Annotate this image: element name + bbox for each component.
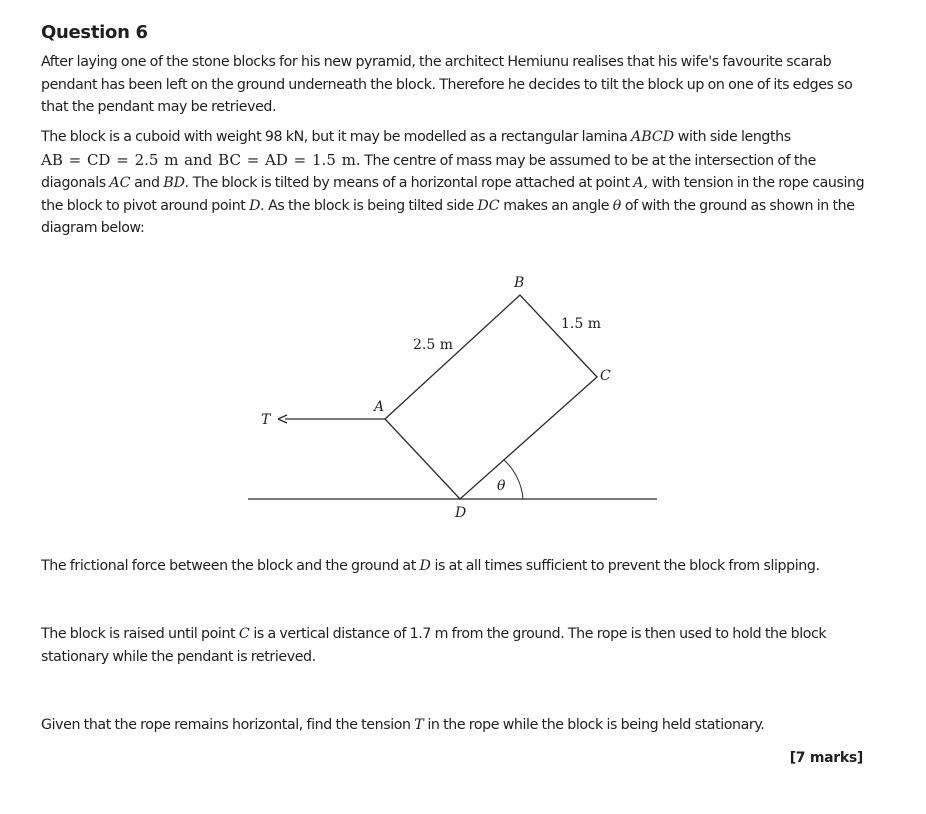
marks-label: [7 marks] bbox=[789, 750, 863, 766]
label-d: D bbox=[455, 505, 467, 521]
label-theta: θ bbox=[497, 478, 506, 494]
friction-paragraph: The frictional force between the block and the ground at D is at all times sufficient to prevent the block from slipping. bbox=[41, 558, 820, 574]
question-title: Question 6 bbox=[41, 22, 148, 43]
label-b: B bbox=[514, 275, 525, 291]
side-lengths-math: AB = CD = 2.5 m and BC = AD = 1.5 m. bbox=[41, 150, 361, 169]
task-paragraph: Given that the rope remains horizontal, find the tension T in the rope while the block is being held stationary. bbox=[41, 717, 765, 733]
label-t: T bbox=[261, 412, 271, 428]
raised-paragraph: The block is raised until point C is a vertical distance of 1.7 m from the ground. The rope is then used to hold the block stationary while the pendant is retrieved. bbox=[41, 626, 827, 665]
label-a: A bbox=[374, 399, 385, 415]
intro-paragraph: After laying one of the stone blocks for his new pyramid, the architect Hemiunu realises that his wife's favourite scarab pendant has been left on the ground underneath the block. Therefore he decides to tilt the block up on one of its edges so that the pendant may be retrieved. bbox=[41, 54, 853, 115]
length-bc-label: 1.5 m bbox=[561, 316, 601, 332]
length-ab-label: 2.5 m bbox=[413, 337, 453, 353]
question-page bbox=[41, 22, 871, 766]
model-paragraph: The block is a cuboid with weight 98 kN, but it may be modelled as a rectangular lamina ABCD with side lengths AB = CD = 2.5 m and BC = AD = 1.5 m. The centre of mass may be assumed to be at the intersection of the diagonals AC and BD. The block is tilted by means of a horizontal rope attached at point A, with tension in the rope causing the block to pivot around point D. As the block is being tilted side DC makes an angle θ of with the ground as shown in the diagram below: bbox=[41, 129, 865, 236]
label-c: C bbox=[600, 368, 611, 384]
angle-arc bbox=[504, 460, 523, 499]
